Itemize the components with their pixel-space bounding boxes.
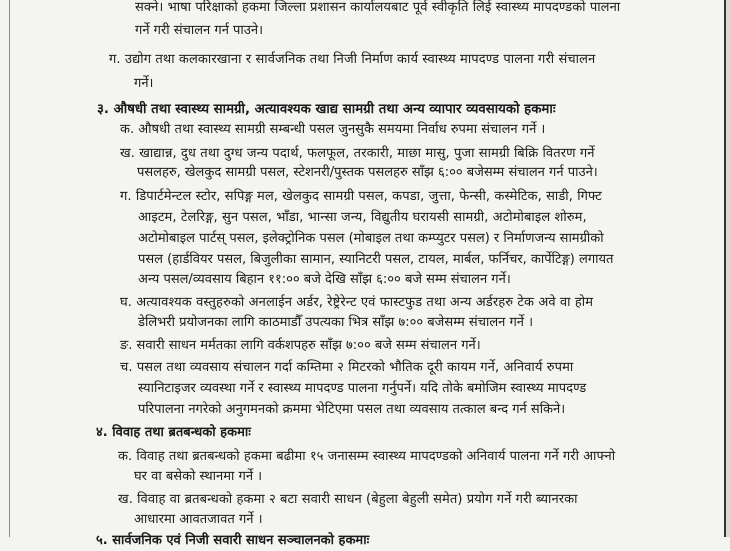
doc-item-ka-medicine: क. औषधी तथा स्वास्थ्य सामग्री सम्बन्धी पसल जुनसुकै समयमा निर्वाध रुपमा संचालन गर्ने । xyxy=(120,122,546,137)
doc-line-continuation: गर्ने। xyxy=(134,76,154,91)
scan-margin-shade xyxy=(726,0,730,537)
doc-item-ga-department-store: ग. डिपार्टमेन्टल स्टोर, सपिङ्ग मल, खेलकुद सामग्री पसल, कपडा, जुत्ता, फेन्सी, कस्मेटिक, साडी, गिफ्ट xyxy=(120,189,602,204)
section-3-heading: ३. औषधी तथा स्वास्थ्य सामग्री, अत्यावश्यक खाद्य सामग्री तथा अन्य व्यापार व्यवसायको हकमाः xyxy=(97,102,556,117)
doc-item-kha-food: ख. खाद्यान्न, दुध तथा दुग्ध जन्य पदार्थ, फलफूल, तरकारी, माछा मासु, पुजा सामग्री बिक्रि वितरण गर्ने xyxy=(120,146,595,161)
section-5-heading: ५. सार्वजनिक एवं निजी सवारी साधन सञ्चालनको हकमाः xyxy=(96,533,370,548)
doc-item-cha-distance: च. पसल तथा व्यवसाय संचालन गर्दा कम्तिमा २ मिटरको भौतिक दूरी कायम गर्ने, अनिवार्य रुपमा xyxy=(120,360,574,375)
left-page-edge xyxy=(9,0,10,537)
doc-item-gha-delivery: घ. अत्यावश्यक वस्तुहरुको अनलाईन अर्डर, रेष्ट्रेरेन्ट एवं फास्टफुड तथा अन्य अर्डरहरु टेक अवे वा होम xyxy=(120,295,594,310)
doc-line-continuation: परिपालना नगरेको अनुगमनको क्रममा भेटिएमा पसल तथा व्यवसाय तत्काल बन्द गर्न सकिने। xyxy=(138,402,566,417)
doc-item-ka-wedding: क. विवाह तथा ब्रतबन्धको हकमा बढीमा १५ जनासम्म स्वास्थ्य मापदण्डको अनिवार्य पालना गर्ने गरी आफ्नो xyxy=(118,449,616,464)
doc-line-continuation: पसल (हार्डवियर पसल, बिजुलीका सामान, स्यानिटरी पसल, टायल, मार्बल, फर्निचर, कार्पेटिङ्ग) लगायत xyxy=(138,252,614,267)
doc-line-continuation: अटोमोबाइल पार्टस् पसल, इलेक्ट्रोनिक पसल (मोबाइल तथा कम्प्युटर पसल) र निर्माणजन्य सामग्रीको xyxy=(138,231,604,246)
doc-item-kha-vehicles: ख. विवाह वा ब्रतबन्धको हकमा २ बटा सवारी साधन (बेहुला बेहुली समेत) प्रयोग गर्ने गरी ब्यानरका xyxy=(118,492,578,507)
doc-line-continuation: पसलहरु, खेलकुद सामग्री पसल, स्टेशनरी/पुस्तक पसलहरु साँझ ६:०० बजेसम्म संचालन गर्न पाउने। xyxy=(137,165,598,180)
doc-line-continuation: घर वा बसेको स्थानमा गर्ने । xyxy=(134,469,263,484)
doc-line-continuation: आइटम, टेलरिङ्ग, सुन पसल, भाँडा, भान्सा जन्य, विद्युतीय घरायसी सामग्री, अटोमोबाइल शोरुम, xyxy=(138,210,587,225)
doc-line-continuation: आधारमा आवतजावत गर्ने । xyxy=(134,512,263,527)
doc-line-continuation: सक्ने। भाषा परिक्षाको हकमा जिल्ला प्रशासन कार्यालयबाट पूर्व स्वीकृति लिई स्वास्थ्य मापदण्डको पालना xyxy=(135,0,621,15)
doc-line-continuation: स्यानिटाइजर व्यवस्था गर्ने र स्वास्थ्य मापदण्ड पालना गर्नुपर्ने। यदि तोके बमोजिम स्वास्थ्य मापदण्ड xyxy=(138,381,587,396)
section-4-heading: ४. विवाह तथा ब्रतबन्धको हकमाः xyxy=(96,425,251,440)
doc-item-nga-workshop: ङ. सवारी साधन मर्मतका लागि वर्कशपहरु साँझ ७:०० बजे सम्म संचालन गर्ने। xyxy=(120,338,481,353)
doc-line-continuation: डेलिभरी प्रयोजनका लागि काठमाडौँ उपत्यका भित्र साँझ ७:०० बजेसम्म संचालन गर्ने । xyxy=(138,315,534,330)
doc-item-ga-industry: ग. उद्योग तथा कलकारखाना र सार्वजनिक तथा निजी निर्माण कार्य स्वास्थ्य मापदण्ड पालना गरी संचालन xyxy=(109,52,596,67)
doc-line-continuation: अन्य पसल/व्यवसाय बिहान ११:०० बजे देखि साँझ ६:०० बजे सम्म संचालन गर्ने। xyxy=(138,272,511,287)
doc-line-continuation: गर्ने गरी संचालन गर्न पाउने। xyxy=(135,23,264,38)
